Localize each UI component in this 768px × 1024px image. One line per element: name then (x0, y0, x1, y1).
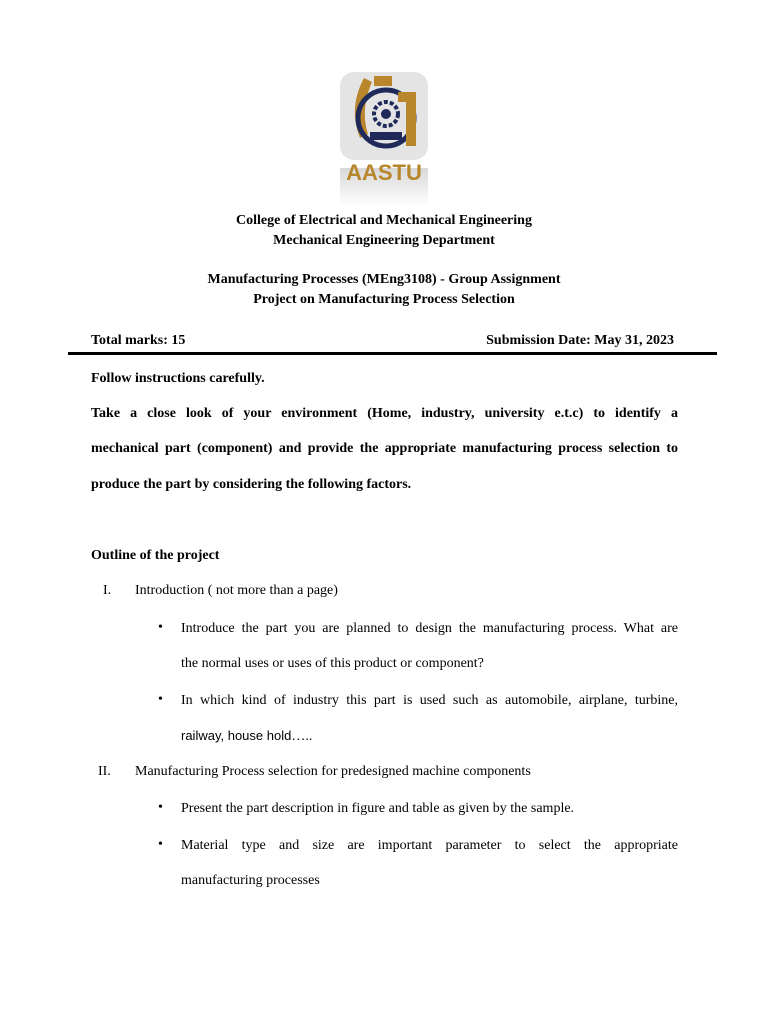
bullet-text: In which kind of industry this part is used such as automobile, airplane, turbine, (181, 693, 678, 708)
bullet-icon: • (158, 837, 163, 852)
bullet-text: Material type and size are important parameter to select the appropriate (181, 838, 678, 853)
outline-title: Outline of the project (91, 548, 220, 563)
instruction-line-2: mechanical part (component) and provide the appropriate manufacturing process selection to (91, 441, 678, 456)
course-heading: Manufacturing Processes (MEng3108) - Group Assignment (207, 272, 561, 287)
bullet-text: Introduce the part you are planned to design the manufacturing process. What are (181, 621, 678, 636)
bullet-text-ellipsis: ….. (291, 729, 313, 744)
section-title-introduction: Introduction ( not more than a page) (135, 583, 338, 598)
logo-emblem-icon (334, 68, 434, 208)
bullet-text: railway, house hold (181, 728, 292, 743)
bullet-icon: • (158, 692, 163, 707)
follow-instructions: Follow instructions carefully. (91, 371, 265, 386)
instruction-line-1: Take a close look of your environment (Home, industry, university e.t.c) to identify a (91, 406, 678, 421)
bullet-text: Present the part description in figure and table as given by the sample. (181, 801, 575, 816)
section-numeral-1: I. (103, 583, 112, 598)
project-heading: Project on Manufacturing Process Selection (253, 292, 515, 307)
bullet-icon: • (158, 800, 163, 815)
bullet-text: the normal uses or uses of this product or component? (181, 656, 484, 671)
instruction-line-3: produce the part by considering the following factors. (91, 477, 412, 492)
header-divider (68, 352, 717, 355)
department-heading: Mechanical Engineering Department (273, 233, 495, 248)
bullet-text: manufacturing processes (181, 873, 320, 888)
total-marks: Total marks: 15 (91, 333, 186, 348)
bullet-text-line (181, 728, 312, 745)
bullet-icon: • (158, 620, 163, 635)
submission-date: Submission Date: May 31, 2023 (486, 333, 674, 348)
college-heading: College of Electrical and Mechanical Engineering (236, 213, 532, 228)
section-numeral-2: II. (98, 764, 111, 779)
section-title-process-selection: Manufacturing Process selection for predesigned machine components (135, 764, 531, 779)
logo-text: AASTU (346, 160, 422, 185)
aastu-logo-icon (334, 68, 434, 208)
